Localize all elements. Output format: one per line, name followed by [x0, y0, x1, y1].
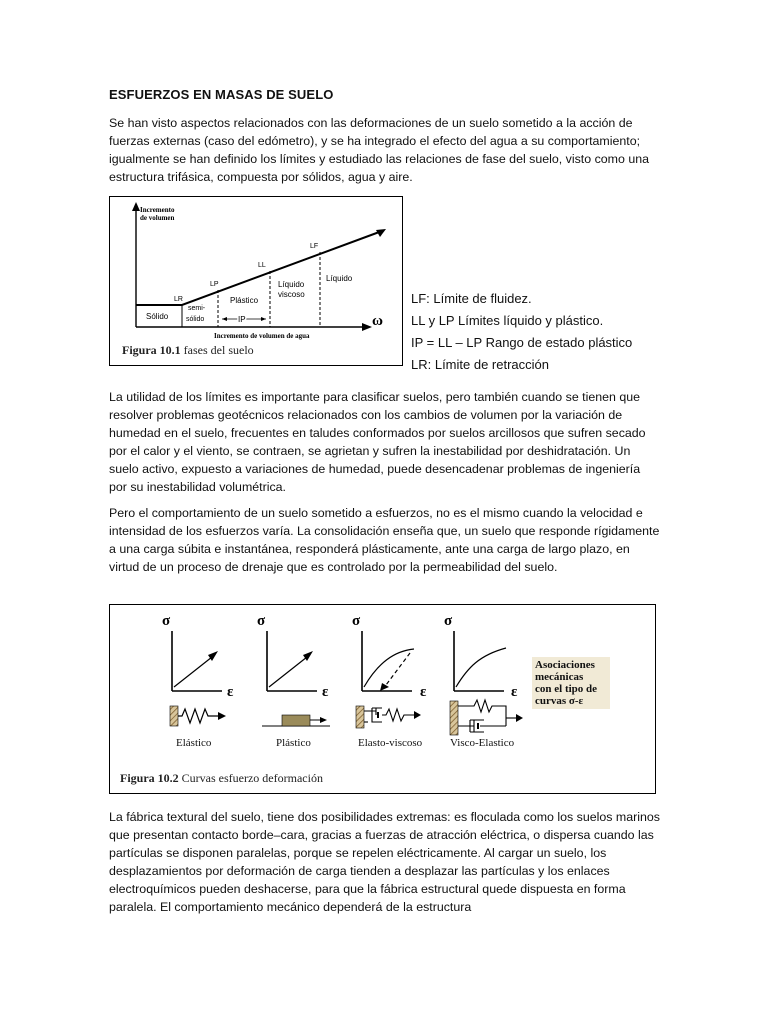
figure-stress-strain-curves [109, 604, 656, 794]
fig2-caption-text: Curvas esfuerzo deformación [181, 771, 323, 785]
curves-note-line-2: mecánicas [535, 671, 584, 683]
label-elastic: Elástico [176, 737, 212, 749]
limits-legend [411, 288, 651, 376]
paragraph-3: Pero el comportamiento de un suelo sometido a esfuerzos, no es el mismo cuando la velocidad e intensidad de los esfuerzos varía. La consolidación enseña que, un suelo que responde rígidamente a una carga súbita e instantánea, responderá plásticamente, ante una carga de largo plazo, en virtud de un proceso de drenaje que es controlado por la permeabilidad del suelo. [109, 506, 660, 575]
fig1-limit-lr: LR [174, 296, 183, 303]
panel4-epsilon: ε [511, 684, 518, 700]
paragraph-4: La fábrica textural del suelo, tiene dos posibilidades extremas: es floculada como los suelos marinos que presentan contacto borde–cara, gracias a fuerzas de atracción eléctrica, o dispersa cuando las partículas se disponen paralelas, porque se repelen eléctricamente. Al cargar un suelo, los desplazamientos por deformación de carga tienden a desplazar las partículas y los enlaces electroquímicos pueden deshacerse, para que la fábrica estructural quede dispuesta en forma paralela. El comportamiento mecánico dependerá de la estructura [109, 810, 660, 915]
panel-plastic [257, 613, 330, 726]
legend-ll-lp: LL y LP Límites líquido y plástico. [411, 313, 604, 328]
panel2-epsilon: ε [322, 684, 329, 700]
fig2-caption-number: Figura 10.2 [120, 771, 179, 785]
label-plastic: Plástico [276, 737, 311, 749]
fig1-limit-lf: LF [310, 243, 319, 250]
fig1-zone-semisolid: sólido [186, 316, 205, 323]
panel3-epsilon: ε [420, 684, 427, 700]
legend-ip: IP = LL – LP Rango de estado plástico [411, 335, 633, 350]
legend-lr: LR: Límite de retracción [411, 357, 550, 372]
label-elasto-viscous: Elasto-viscoso [358, 737, 423, 749]
fig1-xlabel: Incremento de volumen de agua [214, 332, 310, 340]
paragraph-1: Se han visto aspectos relacionados con las deformaciones de un suelo sometido a la acción de fuerzas externas (caso del edómetro), y se ha integrado el efecto del agua a su comportamiento; igualmente se han definido los límites y estudiado las relaciones de fase del suelo, visto como una estructura trifásica, compuesta por sólidos, agua y aire. [109, 116, 649, 185]
fig1-zone-viscous-liquid-2: viscoso [278, 290, 305, 299]
panel-elastic [162, 613, 234, 726]
fig1-ip-label: IP [238, 315, 246, 324]
fig1-y-arrow [132, 202, 140, 211]
curves-note-line-3: con el tipo de [535, 683, 598, 695]
fig1-x-arrow [362, 323, 372, 331]
figure-soil-phases [109, 196, 403, 366]
curves-note-line-1: Asociaciones [535, 659, 595, 671]
fig1-ylabel-2: de volumen [140, 214, 175, 222]
curves-note [532, 657, 610, 709]
fig1-caption [122, 343, 254, 358]
label-visco-elastic: Visco-Elastico [450, 737, 515, 749]
panel1-epsilon: ε [227, 684, 234, 700]
fig1-zone-solid: Sólido [146, 312, 169, 321]
paragraph-2: La utilidad de los límites es importante para clasificar suelos, pero también cuando se tienen que resolver problemas geotécnicos relacionados con los cambios de volumen por la variación de humedad en el suelo, frecuentes en taludes conformados por suelos arcillosos que sufren secado por el calor y el viento, se contraen, se agrietan y sufren la inestabilidad por deshidratación. Un suelo activo, expuesto a variaciones de humedad, puede desencadenar problemas de ingeniería por su inestabilidad volumétrica. [109, 390, 646, 495]
legend-lf: LF: Límite de fluidez. [411, 291, 532, 306]
fig1-omega: ω [372, 313, 383, 329]
fig1-caption-number: Figura 10.1 [122, 343, 181, 357]
fig1-zone-liquid: Líquido [326, 274, 353, 283]
curves-note-line-4: curvas σ-ε [535, 695, 584, 707]
fig1-zone-plastic: Plástico [230, 296, 259, 305]
fig1-zone-semi: semi- [188, 305, 206, 312]
panel-elasto-viscous [352, 613, 427, 728]
document-heading: ESFUERZOS EN MASAS DE SUELO [109, 87, 334, 102]
fig1-limit-lp: LP [210, 281, 219, 288]
panel2-sigma: σ [257, 613, 266, 629]
fig2-caption [120, 771, 323, 786]
fig1-zone-viscous-liquid-1: Líquido [278, 280, 305, 289]
fig1-caption-text: fases del suelo [183, 343, 254, 357]
fig1-limit-ll: LL [258, 262, 266, 269]
panel3-sigma: σ [352, 613, 361, 629]
panel-visco-elastic [444, 613, 523, 735]
fig1-ylabel-1: Incremento [140, 206, 175, 214]
panel4-sigma: σ [444, 613, 453, 629]
panel1-sigma: σ [162, 613, 171, 629]
